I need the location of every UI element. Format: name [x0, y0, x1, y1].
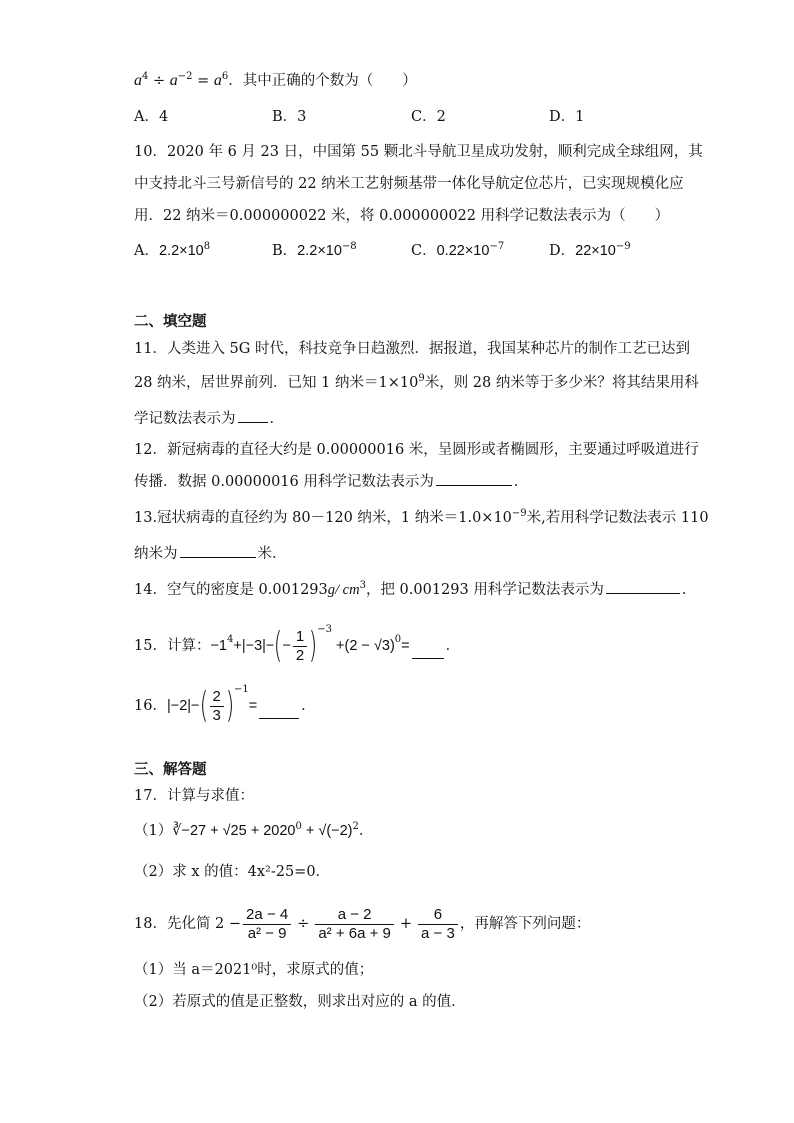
eq-sign: =: [197, 73, 210, 89]
answer-blank[interactable]: [238, 408, 268, 423]
fraction-2: [315, 906, 394, 943]
period: ．: [358, 823, 374, 839]
q9-option-d: D．1: [549, 109, 585, 125]
var-a: a: [169, 72, 178, 89]
period: ．: [445, 638, 461, 654]
part-label: （1）: [134, 823, 173, 839]
q10-option-a: [134, 240, 210, 262]
left-paren: (: [274, 625, 283, 666]
exp: −9: [511, 508, 527, 520]
section3-title: 三、解答题: [134, 762, 207, 778]
q9-tail: [134, 70, 417, 92]
eq-sign: =: [401, 638, 410, 654]
var-a: a: [213, 72, 222, 89]
section2-title: 二、填空题: [134, 314, 207, 330]
q13-line2-b: 米．: [257, 546, 287, 562]
q12-line1: 12．新冠病毒的直径大约是 0.00000016 米，呈圆形或者椭圆形，主要通过呼吸道进行: [134, 442, 699, 458]
period: ．: [269, 411, 284, 427]
eq-sign: =: [248, 698, 258, 714]
denominator: a − 3: [421, 924, 455, 942]
answer-blank[interactable]: [436, 471, 512, 486]
numerator: 6: [433, 905, 443, 923]
exp: 2: [352, 821, 359, 833]
denominator: 2: [295, 646, 305, 664]
exp: −2: [177, 71, 193, 83]
fraction-1: [243, 906, 291, 943]
div-sign: ÷: [297, 916, 310, 932]
option-exp: −8: [341, 241, 357, 253]
exp: 9: [418, 373, 425, 385]
q15-line: 15．计算： −1 $^4$ +|−3|− ( − $\frac{1}{2}$ ) $^{-3}$ +(2 − √3) $^0$ = ．: [134, 624, 461, 666]
q9-option-b: B．3: [272, 109, 307, 125]
q11-line2-b: 米，则 28 纳米等于多少米？将其结果用科: [424, 375, 699, 391]
fraction: [210, 688, 224, 725]
q17-part1: [134, 820, 373, 842]
option-base: 2.2×10: [158, 243, 204, 259]
div-sign: ÷: [152, 73, 166, 89]
q14-line: [134, 579, 696, 601]
q15-prefix: 15．计算：: [134, 638, 211, 654]
exp: 4: [142, 71, 149, 83]
q10-line1: 10．2020 年 6 月 23 日，中国第 55 颗北斗导航卫星成功发射，顺利完成全球组网，其: [134, 144, 703, 160]
q12-line2-text: 传播．数据 0.00000016 用科学记数法表示为: [134, 474, 434, 490]
q9-option-c: C．2: [411, 109, 446, 125]
term: +(2 − √3): [336, 638, 395, 654]
numerator: 1: [295, 627, 305, 645]
option-label: A．: [134, 243, 159, 259]
option-label: D．: [549, 243, 576, 259]
answer-blank[interactable]: [180, 543, 256, 558]
fraction-3: [418, 906, 458, 943]
numerator: a − 2: [337, 905, 372, 923]
q13-line1-a: 13.冠状病毒的直径约为 80－120 纳米，1 纳米＝1.0×10: [134, 510, 512, 526]
q11-line1: 11．人类进入 5G 时代，科技竞争日趋激烈．据报道，我国某种芯片的制作工艺已达到: [134, 341, 690, 357]
answer-blank[interactable]: [606, 579, 680, 594]
q16-line: 16． |−2|− ( $\frac{2}{3}$ ) $^{-1}$ = ．: [134, 684, 316, 726]
denominator: 3: [212, 706, 221, 724]
term: +|−3|−: [233, 638, 275, 654]
q13-line2: [134, 543, 287, 565]
q10-option-c: [411, 240, 504, 262]
option-exp: 8: [203, 241, 211, 253]
q10-option-d: [549, 240, 631, 262]
minus-sign: −: [282, 638, 291, 654]
answer-blank[interactable]: [259, 704, 299, 719]
denominator: a² + 6a + 9: [318, 924, 391, 942]
q18-line: [134, 900, 590, 948]
q14-text-b: ，把 0.001293 用科学记数法表示为: [365, 582, 604, 598]
q18-part1: （1）当 a＝2021⁰时，求原式的值；: [134, 962, 374, 978]
numerator: 2: [212, 687, 221, 705]
denominator: a² − 9: [247, 924, 287, 942]
q13-line1-b: 米,若用科学记数法表示 110: [526, 510, 709, 526]
option-label: B．: [272, 243, 298, 259]
q18-part2: （2）若原式的值是正整数，则求出对应的 a 的值．: [134, 994, 466, 1010]
exp: 0: [295, 821, 302, 833]
expr: + √(−2): [301, 823, 353, 839]
option-exp: −7: [489, 241, 505, 253]
term: −1: [210, 638, 227, 654]
q13-line2-a: 纳米为: [134, 546, 178, 562]
q11-line3: [134, 408, 284, 430]
period: ．: [681, 582, 697, 598]
expr: ∛−27 + √25 + 2020: [172, 823, 296, 839]
q12-line2: [134, 471, 528, 493]
q18-suffix: ，再解答下列问题：: [459, 916, 591, 932]
q10-option-b: [272, 240, 357, 262]
option-base: 22×10: [575, 243, 616, 259]
q11-line2-a: 28 纳米，居世界前列．已知 1 纳米＝1×10: [134, 375, 419, 391]
option-label: C．: [411, 243, 437, 259]
exp: 3: [359, 580, 366, 592]
q17-part2: （2）求 x 的值：4x²-25=0．: [134, 864, 331, 880]
q11-line2: [134, 372, 699, 394]
q9-text: ．其中正确的个数为（ ）: [228, 73, 417, 89]
plus-sign: +: [399, 916, 413, 932]
option-base: 0.22×10: [436, 243, 490, 259]
q18-prefix: 18．先化简 2 −: [134, 916, 242, 932]
option-exp: −9: [615, 241, 631, 253]
q17-title: 17．计算与求值：: [134, 788, 254, 804]
q10-line3: 用．22 纳米＝0.000000022 米，将 0.000000022 用科学记数法表示为（ ）: [134, 208, 670, 224]
var-a: a: [134, 72, 142, 89]
right-paren: ): [309, 625, 318, 666]
term: |−2|−: [166, 698, 200, 714]
answer-blank[interactable]: [412, 644, 444, 659]
q16-prefix: 16．: [134, 698, 167, 714]
numerator: 2a − 4: [246, 905, 289, 923]
option-base: 2.2×10: [297, 243, 342, 259]
q11-line3-text: 学记数法表示为: [134, 411, 236, 427]
q10-line2: 中支持北斗三号新信号的 22 纳米工艺射频基带一体化导航定位芯片，已实现规模化应: [134, 176, 684, 192]
q14-text-a: 14．空气的密度是 0.001293: [134, 582, 328, 598]
q13-line1: [134, 507, 709, 529]
left-paren: (: [199, 685, 208, 726]
period: ．: [301, 698, 316, 714]
right-paren: ): [225, 685, 235, 726]
period: ．: [513, 474, 529, 490]
unit: g/ cm: [327, 582, 360, 598]
q9-option-a: A．4: [134, 109, 169, 125]
exp: 6: [221, 71, 229, 83]
fraction: [293, 628, 307, 665]
